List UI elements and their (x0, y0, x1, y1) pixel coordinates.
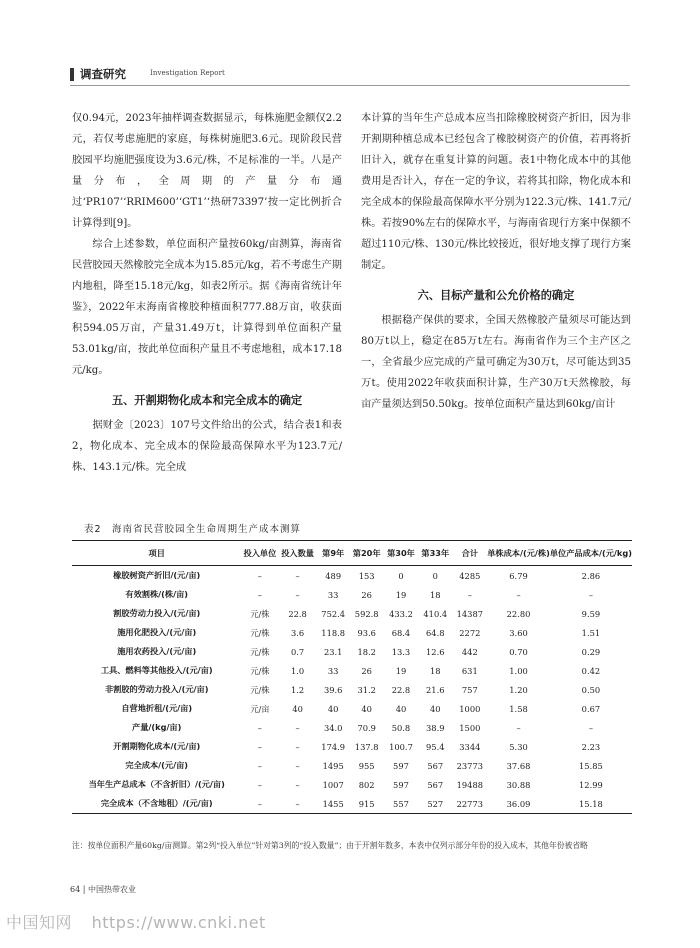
row-label: 完全成本/(元/亩) (125, 760, 188, 770)
table-cell: 元/株 (250, 608, 270, 619)
table-cell: 592.8 (354, 608, 379, 619)
table-cell: 1.2 (290, 684, 305, 695)
col-header: 合计 (461, 548, 479, 558)
col-header: 单株成本/(元/株) (487, 548, 550, 558)
watermark-url: https://www.cnki.net (91, 913, 266, 932)
table-cell: 34.0 (323, 722, 343, 733)
table-cell: 39.6 (323, 684, 343, 695)
table-cell: 元/株 (250, 646, 270, 657)
row-label: 施用农药投入/(元/亩) (117, 646, 197, 656)
table-cell: 597 (393, 779, 409, 790)
table-cell: 23.1 (323, 646, 343, 657)
table-cell: 100.7 (389, 741, 413, 752)
table-cell: – (257, 779, 262, 790)
table-cell: 527 (427, 798, 444, 809)
table-cell: 15.85 (579, 760, 603, 771)
table-cell: – (257, 798, 262, 809)
table-caption: 表2 海南省民营胶园全生命周期生产成本测算 (84, 524, 302, 535)
table-row (72, 661, 632, 680)
left-column (72, 108, 342, 478)
table-cell: – (588, 722, 593, 733)
col-header: 第30年 (387, 548, 415, 558)
table-cell: 2.23 (581, 741, 601, 752)
row-label: 有效割株/(株/亩) (125, 589, 188, 599)
section-heading-6: 六、目标产量和公允价格的确定 (417, 289, 575, 302)
table-cell: 915 (358, 798, 375, 809)
table-cell: 40 (395, 703, 407, 714)
table-cell: 410.4 (423, 608, 448, 619)
table-cell: 1.51 (581, 627, 601, 638)
header-marker (70, 68, 74, 81)
table-cell: 153 (358, 570, 375, 581)
table-cell: 40 (292, 703, 303, 714)
table-cell: 1.00 (509, 665, 528, 676)
header-rule (70, 85, 630, 86)
left-paragraph-2: 综合上述参数，单位面积产量按60kg/亩测算，海南省民营胶园天然橡胶完全成本为15.85元/kg，若不考虑生产期内地租，降至15.18元/kg，如表2所示。据《海南省统计年鉴》，2022年末海南省橡胶种植面积777.88万亩，收获面积594.05万亩，产量31.49万t，计算得到单位面积产量53.01kg/亩，按此单位面积产量且不考虑地租，成本17.18元/kg。 (72, 239, 342, 376)
table-cell: – (257, 589, 262, 600)
right-column (361, 108, 631, 415)
table-cell: 18 (429, 665, 441, 676)
table-cell: – (257, 722, 262, 733)
table-cell: 14387 (456, 608, 484, 619)
journal-name: 中国热带农业 (87, 885, 136, 894)
table-cell: 0.70 (509, 646, 528, 657)
table-row (72, 699, 632, 718)
table-cell: 442 (461, 646, 478, 657)
table-row (72, 737, 632, 756)
table-row (72, 585, 632, 604)
table-note: 注：按单位面积产量60kg/亩测算。第2列“投入单位”针对第3列的“投入数量”；由于开割年数多，本表中仅列示部分年份的投入成本，其他年份被省略 (72, 841, 588, 850)
table-cell: 40 (361, 703, 372, 714)
footer-separator: | (82, 885, 88, 894)
section-title-en: Investigation Report (150, 69, 225, 77)
row-label: 工具、燃料等其他投入/(元/亩) (100, 665, 213, 675)
table-cell: 0 (398, 570, 404, 581)
table-cell: 38.9 (426, 722, 445, 733)
table-cell: 50.8 (391, 722, 411, 733)
table-cell: 22.80 (506, 608, 531, 619)
table-cell: 3.6 (290, 627, 305, 638)
table-cell: 12.6 (426, 646, 445, 657)
table-cell: 1455 (322, 798, 344, 809)
table-cell: 2.86 (581, 570, 601, 581)
table-row (72, 642, 632, 661)
table-cell: – (516, 589, 521, 600)
table-cell: 13.3 (391, 646, 411, 657)
table-cell: 22773 (456, 798, 484, 809)
row-label: 非割胶的劳动力投入/(元/亩) (104, 684, 209, 694)
row-label: 自营地折租/(元/亩) (121, 703, 193, 713)
table-cell: – (295, 798, 300, 809)
table-cell: – (295, 779, 300, 790)
table-cell: 567 (427, 760, 444, 771)
table-cell: – (257, 741, 262, 752)
table-cell: 597 (393, 760, 409, 771)
watermark-brand: 中国知网 (6, 913, 73, 932)
left-paragraph-3: 据财金〔2023〕107号文件给出的公式，结合表1和表2，物化成本、完全成本的保险最高保障水平为123.7元/株、143.1元/株。完全成 (72, 420, 342, 473)
table-cell: 1000 (459, 703, 481, 714)
table-cell: – (257, 760, 262, 771)
table-cell: 0.7 (290, 646, 305, 657)
table-cell: 433.2 (389, 608, 413, 619)
table-cell: 5.30 (509, 741, 528, 752)
col-header: 项目 (148, 548, 165, 558)
table-row (72, 680, 632, 699)
table-cell: 40 (429, 703, 441, 714)
table-cell: 18.2 (357, 646, 376, 657)
table-cell: – (588, 589, 593, 600)
table-cell: 18 (429, 589, 441, 600)
col-header: 第20年 (352, 548, 381, 558)
table-cell: 15.18 (579, 798, 603, 809)
table-cell: 9.59 (581, 608, 601, 619)
table-cell: 22.8 (391, 684, 411, 695)
page-footer (70, 884, 136, 895)
table-cell: 3344 (459, 741, 481, 752)
table-cell: 31.2 (357, 684, 376, 695)
table-cell: 37.68 (506, 760, 531, 771)
table-cell: – (295, 741, 300, 752)
table-cell: 40 (327, 703, 339, 714)
table-cell: 23773 (456, 760, 484, 771)
table-header-row (72, 541, 632, 566)
section-title: 调查研究 (80, 67, 126, 81)
table-cell: 631 (461, 665, 478, 676)
table-cell: 567 (427, 779, 444, 790)
table-cell: 1495 (322, 760, 344, 771)
col-header: 单位产品成本/(元/kg) (549, 548, 632, 558)
table-cell: 33 (327, 665, 339, 676)
right-paragraph-2: 根据稳产保供的要求，全国天然橡胶产量须尽可能达到80万t以上，稳定在85万t左右。海南省作为三个主产区之一，全省最少应完成的产量可确定为30万t，尽可能达到35万t。使用2022年收获面积计算，生产30万t天然橡胶，每亩产量须达到50.50kg。按单位面积产量达到60kg/亩计 (361, 315, 631, 410)
right-paragraph-1: 本计算的当年生产总成本应当扣除橡胶树资产折旧，因为非开割期种植总成本已经包含了橡胶树资产的价值，若再将折旧计入，就存在重复计算的问题。表1中物化成本中的其他费用是否计入，存在一定的争议，若将其扣除，物化成本和完全成本的保险最高保障水平分别为122.3元/株、141.7元/株。若按90%左右的保障水平，与海南省现行方案中保额不超过110元/株、130元/株比较接近，很好地支撑了现行方案制定。 (361, 113, 631, 271)
table-cell: – (295, 760, 300, 771)
table-row (72, 623, 632, 642)
table-cell: 752.4 (321, 608, 346, 619)
table-row (72, 566, 632, 586)
table-cell: 19 (395, 665, 407, 676)
col-header: 投入数量 (281, 548, 314, 558)
table-cell: 137.8 (354, 741, 379, 752)
row-label: 施用化肥投入/(元/亩) (117, 627, 197, 637)
table-cell: 64.8 (426, 627, 445, 638)
table-cell: 元/株 (250, 684, 270, 695)
table-cell: 68.4 (391, 627, 411, 638)
table-cell: – (295, 570, 300, 581)
table-cell: – (516, 722, 521, 733)
table-cell: 118.8 (321, 627, 346, 638)
table-cell: 1.0 (290, 665, 305, 676)
table-cell: 1007 (322, 779, 344, 790)
col-header: 投入单位 (243, 548, 277, 558)
table-cell: 0.67 (581, 703, 601, 714)
table-cell: 757 (461, 684, 478, 695)
table-cell: 489 (325, 570, 342, 581)
table-row (72, 718, 632, 737)
cost-table (72, 540, 632, 814)
table-cell: 1500 (459, 722, 481, 733)
watermark (6, 910, 266, 933)
table-cell: 174.9 (321, 741, 346, 752)
table-cell: 12.99 (579, 779, 603, 790)
table-cell: 元/亩 (250, 703, 270, 714)
table-cell: 26 (361, 665, 372, 676)
table-cell: 19 (395, 589, 407, 600)
table-cell: 557 (393, 798, 409, 809)
table-cell: 1.20 (509, 684, 528, 695)
row-label: 产量/(kg/亩) (132, 722, 182, 732)
row-label: 当年生产总成本（不含折旧）/(元/亩) (88, 779, 225, 789)
table-cell: – (257, 570, 262, 581)
table-row (72, 775, 632, 794)
table-cell: 36.09 (506, 798, 531, 809)
section-heading-5: 五、开割期物化成本和完全成本的确定 (111, 394, 303, 407)
row-label: 割胶劳动力投入/(元/亩) (113, 608, 201, 618)
table-row (72, 756, 632, 775)
table-cell: 30.88 (506, 779, 531, 790)
table-cell: 元/株 (250, 665, 270, 676)
col-header: 第9年 (322, 548, 345, 558)
table-cell: 22.8 (288, 608, 307, 619)
table-cell: – (467, 589, 472, 600)
table-cell: 1.58 (509, 703, 528, 714)
table-row (72, 604, 632, 623)
table-cell: 19488 (456, 779, 484, 790)
table-cell: – (295, 589, 300, 600)
table-cell: 0.42 (581, 665, 601, 676)
row-label: 完全成本（不含地租）/(元/亩) (100, 798, 213, 808)
page-header (70, 67, 630, 83)
table-cell: 93.6 (357, 627, 376, 638)
table-cell: 4285 (459, 570, 481, 581)
table-cell: 2272 (459, 627, 481, 638)
table-cell: 0.29 (581, 646, 601, 657)
table-cell: 70.9 (357, 722, 376, 733)
table-cell: 26 (361, 589, 372, 600)
table-cell: 955 (358, 760, 375, 771)
table-cell: 95.4 (426, 741, 445, 752)
table-cell: 元/株 (250, 627, 270, 638)
table-cell: 3.60 (509, 627, 528, 638)
table-cell: – (295, 722, 300, 733)
table-cell: 802 (358, 779, 375, 790)
table-cell: 21.6 (426, 684, 445, 695)
table-row (72, 794, 632, 814)
page-number: 64 (70, 885, 81, 894)
table-cell: 0.50 (581, 684, 601, 695)
table-cell: 33 (327, 589, 339, 600)
table-cell: 6.79 (509, 570, 528, 581)
row-label: 开割期物化成本/(元/亩) (113, 741, 201, 751)
row-label: 橡胶树资产折旧/(元/亩) (113, 570, 201, 580)
col-header: 第33年 (421, 548, 450, 558)
table-cell: 0 (432, 570, 438, 581)
left-paragraph-1: 仅0.94元，2023年抽样调查数据显示，每株施肥金额仅2.2元，若仅考虑施肥的家庭，每株树施肥3.6元。现阶段民营胶园平均施肥强度设为3.6元/株，不足标准的一半。八是产量分布，全周期的产量分布通过‘PR107’‘RRIM600’‘GT1’‘热研73397’按一定比例折合计算得到[9]。 (72, 113, 342, 229)
